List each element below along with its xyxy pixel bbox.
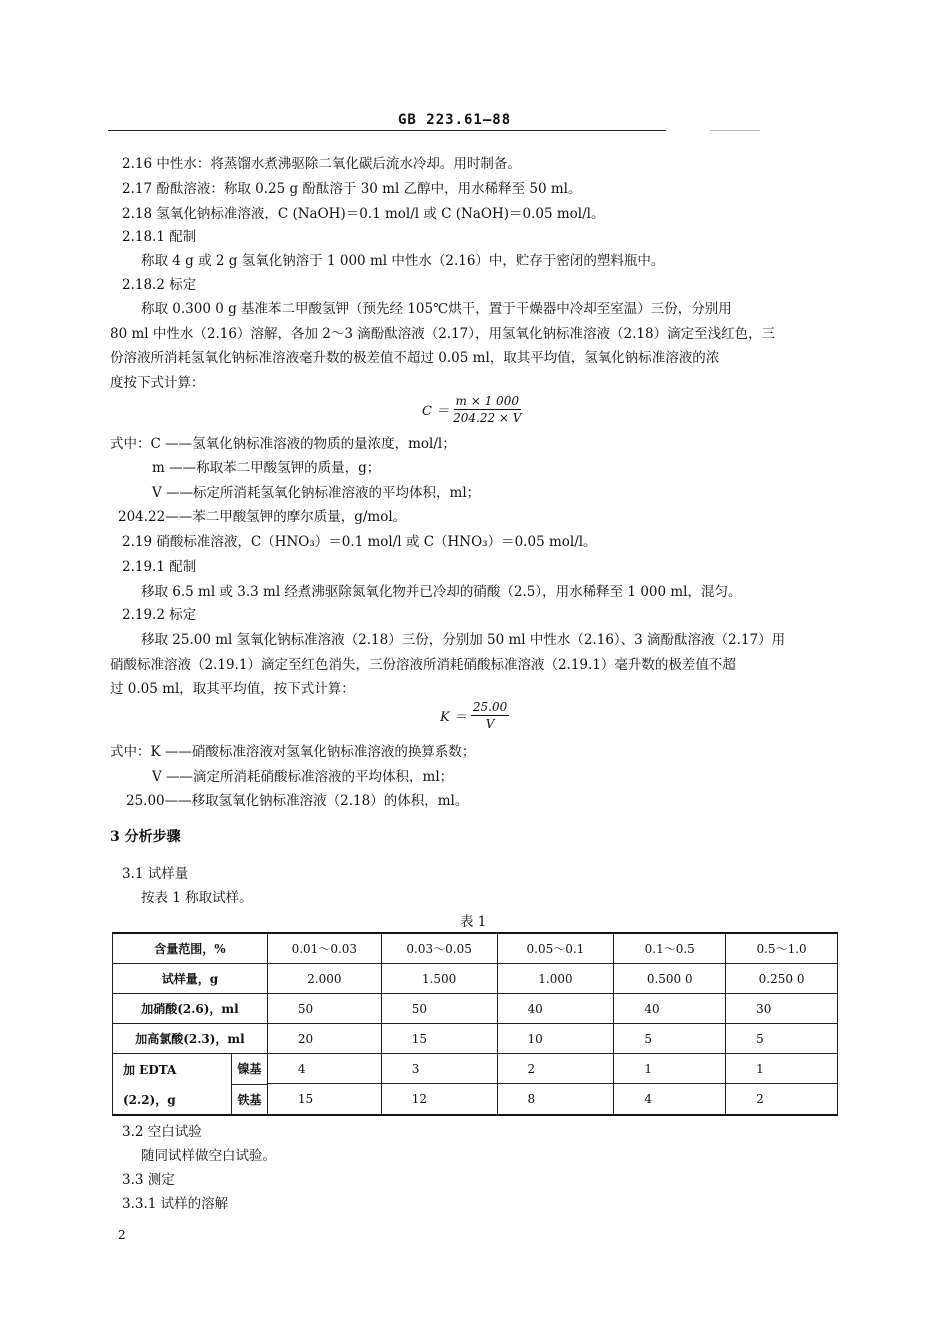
table-cell: 5 (614, 1024, 726, 1054)
paragraph-2-18-1: 称取 4 g 或 2 g 氢氧化钠溶于 1 000 ml 中性水（2.16）中，贮存于密闭的塑料瓶中。 (141, 253, 665, 269)
table-row-label: 加高氯酸(2.3)，ml (113, 1024, 268, 1054)
table-cell: 12 (381, 1084, 497, 1115)
clause-2-19: 2.19 硝酸标准溶液，C（HNO₃）＝0.1 mol/l 或 C（HNO₃）＝0.05 mol/l。 (122, 534, 597, 550)
table-row-label: 加硝酸(2.6)，ml (113, 994, 268, 1024)
table-cell: 10 (497, 1024, 614, 1054)
sample-amount-table (112, 932, 838, 1116)
table-row (113, 1024, 838, 1054)
table-cell: 30 (726, 994, 838, 1024)
standard-header: GB 223.61—88 (398, 112, 512, 128)
paragraph-3-2: 随同试样做空白试验。 (141, 1148, 276, 1164)
table-cell: 50 (381, 994, 497, 1024)
table-cell: 1.000 (497, 964, 614, 994)
clause-3-1: 3.1 试样量 (122, 866, 189, 882)
paragraph-2-19-2-line1: 移取 25.00 ml 氢氧化钠标准溶液（2.18）三份，分别加 50 ml 中性水（2.16）、3 滴酚酞溶液（2.17）用 (141, 632, 786, 648)
table-cell: 50 (267, 994, 381, 1024)
table-cell: 0.03～0.05 (381, 933, 497, 964)
clause-2-17: 2.17 酚酞溶液：称取 0.25 g 酚酞溶于 30 ml 乙醇中，用水稀释至 50 ml。 (122, 181, 582, 197)
table-cell: 15 (381, 1024, 497, 1054)
table-cell: 1 (614, 1054, 726, 1084)
formula-1-numerator: m × 1 000 (455, 394, 519, 408)
paragraph-2-18-2-line4: 度按下式计算： (110, 375, 205, 391)
formula-conversion-factor (440, 700, 509, 731)
where-volume: 25.00——移取氢氧化钠标准溶液（2.18）的体积，ml。 (126, 793, 469, 809)
table-cell: 0.05～0.1 (497, 933, 614, 964)
clause-3-3: 3.3 测定 (122, 1172, 175, 1188)
formula-2-lhs: K ＝ (440, 710, 467, 725)
table-row (113, 964, 838, 994)
table-cell: 1 (726, 1054, 838, 1084)
table-row-label: 试样量，g (113, 964, 268, 994)
edta-iron-base-label: 铁基 (237, 1092, 262, 1107)
table-cell: 40 (614, 994, 726, 1024)
header-rule-faint (710, 130, 760, 131)
table-cell: 4 (267, 1054, 381, 1084)
paragraph-2-18-2-line2: 80 ml 中性水（2.16）溶解，各加 2～3 滴酚酞溶液（2.17），用氢氧化钠标准溶液（2.18）滴定至浅红色，三 (110, 326, 776, 342)
table-cell: 0.01～0.03 (267, 933, 381, 964)
where-v2: V ——滴定所消耗硝酸标准溶液的平均体积，ml； (152, 769, 454, 785)
where-m: m ——称取苯二甲酸氢钾的质量，g； (152, 460, 381, 476)
section-3-heading: 3 分析步骤 (110, 829, 181, 845)
formula-1-denominator: 204.22 × V (453, 411, 522, 425)
table-cell: 2 (497, 1054, 614, 1084)
paragraph-2-18-2-line1: 称取 0.300 0 g 基准苯二甲酸氢钾（预先经 105℃烘干，置于干燥器中冷却至室温）三份，分别用 (141, 301, 732, 317)
table-cell: 3 (381, 1054, 497, 1084)
table-cell: 2 (726, 1084, 838, 1115)
edta-label-cell (113, 1054, 268, 1116)
formula-2-numerator: 25.00 (472, 700, 508, 714)
clause-3-3-1: 3.3.1 试样的溶解 (122, 1196, 229, 1212)
where-c: 式中：C ——氢氧化钠标准溶液的物质的量浓度，mol/l； (110, 436, 456, 452)
paragraph-2-19-2-line3: 过 0.05 ml，取其平均值，按下式计算： (110, 681, 355, 697)
clause-2-19-2: 2.19.2 标定 (122, 607, 197, 623)
table-cell: 15 (267, 1084, 381, 1115)
edta-label-line2: (2.2)，g (123, 1092, 176, 1107)
paragraph-2-19-1: 移取 6.5 ml 或 3.3 ml 经煮沸驱除氮氧化物并已冷却的硝酸（2.5），用水稀释至 1 000 ml，混匀。 (141, 584, 742, 600)
table-cell: 1.500 (381, 964, 497, 994)
table-row-label: 含量范围，% (113, 933, 268, 964)
paragraph-2-19-2-line2: 硝酸标准溶液（2.19.1）滴定至红色消失，三份溶液所消耗硝酸标准溶液（2.19.1）毫升数的极差值不超 (110, 657, 736, 673)
clause-3-2: 3.2 空白试验 (122, 1124, 202, 1140)
where-v: V ——标定所消耗氢氧化钠标准溶液的平均体积，ml； (152, 485, 481, 501)
table-cell: 5 (726, 1024, 838, 1054)
table-cell: 0.250 0 (726, 964, 838, 994)
table-row (113, 933, 838, 964)
table-row (113, 994, 838, 1024)
table-row (113, 1054, 838, 1084)
table-cell: 20 (267, 1024, 381, 1054)
table-cell: 0.1～0.5 (614, 933, 726, 964)
table-cell: 0.500 0 (614, 964, 726, 994)
header-rule (108, 130, 666, 131)
clause-2-19-1: 2.19.1 配制 (122, 559, 197, 575)
where-molar-mass: 204.22——苯二甲酸氢钾的摩尔质量，g/mol。 (118, 509, 407, 525)
formula-naoh-concentration (422, 394, 521, 425)
paragraph-2-18-2-line3: 份溶液所消耗氢氧化钠标准溶液毫升数的极差值不超过 0.05 ml，取其平均值，氢氧化钠标准溶液的浓 (110, 350, 720, 366)
paragraph-3-1: 按表 1 称取试样。 (141, 890, 253, 906)
edta-nickel-base-label: 镍基 (232, 1054, 267, 1085)
where-k: 式中：K ——硝酸标准溶液对氢氧化钠标准溶液的换算系数； (110, 744, 476, 760)
edta-label-line1: 加 EDTA (123, 1062, 177, 1077)
clause-2-18-1: 2.18.1 配制 (122, 229, 197, 245)
table-cell: 40 (497, 994, 614, 1024)
table-cell: 8 (497, 1084, 614, 1115)
table-cell: 4 (614, 1084, 726, 1115)
page-number: 2 (118, 1228, 126, 1242)
clause-2-18: 2.18 氢氧化钠标准溶液，C (NaOH)＝0.1 mol/l 或 C (NaOH)＝0.05 mol/l。 (122, 206, 605, 222)
formula-1-lhs: C ＝ (422, 404, 450, 419)
table-cell: 0.5～1.0 (726, 933, 838, 964)
table-cell: 2.000 (267, 964, 381, 994)
formula-2-denominator: V (485, 717, 495, 731)
clause-2-18-2: 2.18.2 标定 (122, 277, 197, 293)
table-title: 表 1 (460, 914, 487, 930)
clause-2-16: 2.16 中性水：将蒸馏水煮沸驱除二氧化碳后流水冷却。用时制备。 (122, 156, 521, 172)
